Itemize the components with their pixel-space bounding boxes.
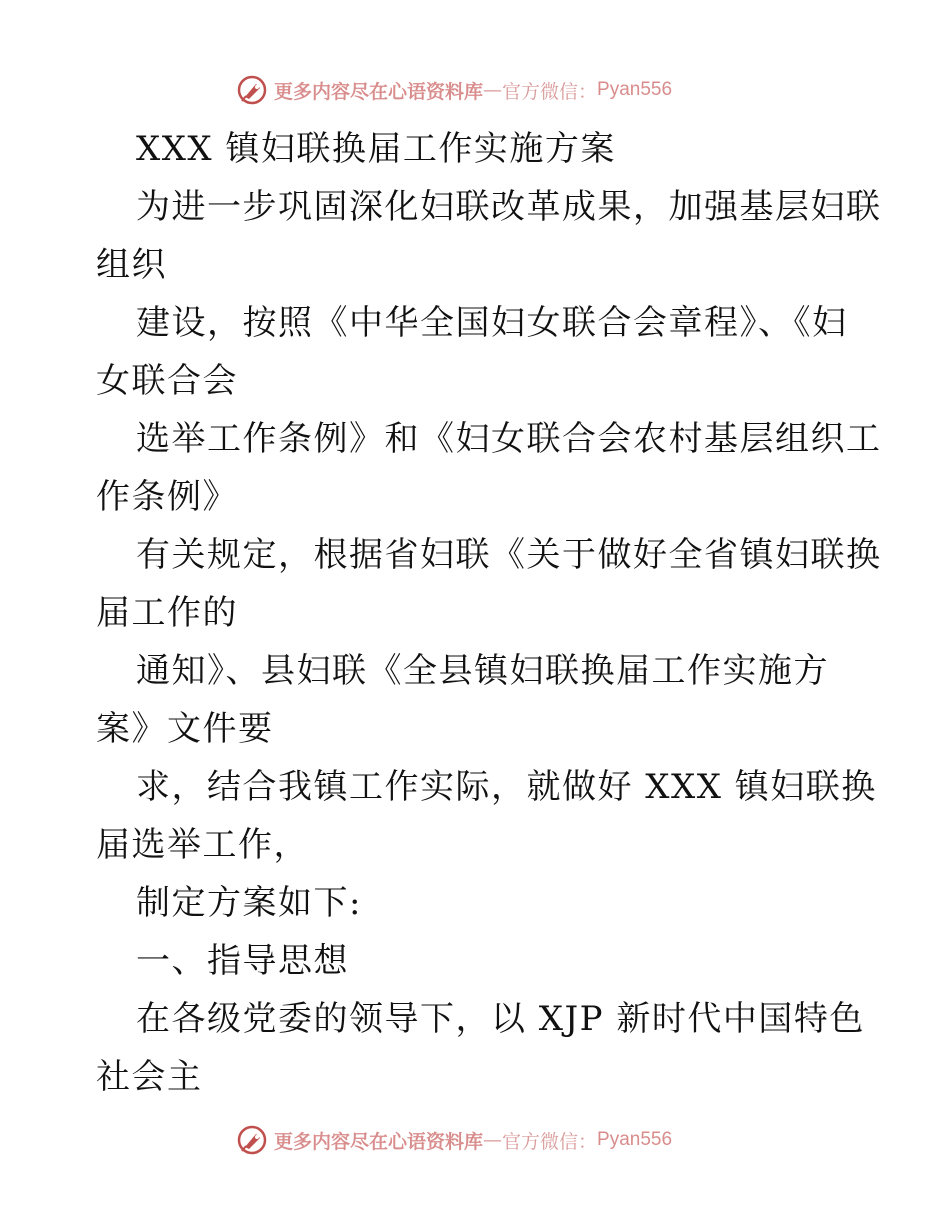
footer-watermark — [236, 1122, 672, 1158]
watermark-wechat-id: Pyan556 — [597, 1129, 673, 1150]
pen-nib-logo-icon — [236, 1124, 268, 1156]
text-line: 制定方案如下: — [136, 883, 362, 923]
text-line: 案》文件要 — [96, 709, 274, 749]
text-line: 届工作的 — [96, 593, 238, 633]
watermark-main-text: 更多内容尽在心语资料库 — [274, 1130, 484, 1153]
watermark-main-text: 更多内容尽在心语资料库 — [274, 80, 484, 103]
watermark-dash: — — [483, 79, 503, 101]
watermark-dash: — — [483, 1129, 503, 1151]
document-title: XXX 镇妇联换届工作实施方案 — [136, 129, 616, 169]
text-line: 社会主 — [96, 1057, 203, 1097]
text-line: 在各级党委的领导下，以 XJP 新时代中国特色 — [136, 999, 865, 1039]
text-line: 选举工作条例》和《妇女联合会农村基层组织工 — [136, 419, 882, 459]
text-line: 通知》、县妇联《全县镇妇联换届工作实施方 — [136, 651, 829, 691]
text-line: 一、指导思想 — [136, 941, 349, 981]
watermark-wechat-label: 官方微信： — [502, 80, 598, 103]
text-line: 建设，按照《中华全国妇女联合会章程》、《妇 — [136, 303, 848, 343]
text-line: 有关规定，根据省妇联《关于做好全省镇妇联换 — [136, 535, 882, 575]
text-line: 届选举工作， — [96, 825, 309, 865]
watermark-wechat-id: Pyan556 — [597, 79, 673, 100]
text-line: 女联合会 — [96, 361, 238, 401]
text-line: 为进一步巩固深化妇联改革成果，加强基层妇联 — [136, 187, 882, 227]
header-watermark — [236, 72, 672, 108]
watermark-wechat-label: 官方微信： — [502, 1130, 598, 1153]
pen-nib-logo-icon — [236, 74, 268, 106]
text-line: 作条例》 — [96, 477, 238, 517]
text-line: 组织 — [96, 245, 167, 285]
document-body — [96, 120, 882, 1106]
text-line: 求，结合我镇工作实际，就做好 XXX 镇妇联换 — [136, 767, 877, 807]
